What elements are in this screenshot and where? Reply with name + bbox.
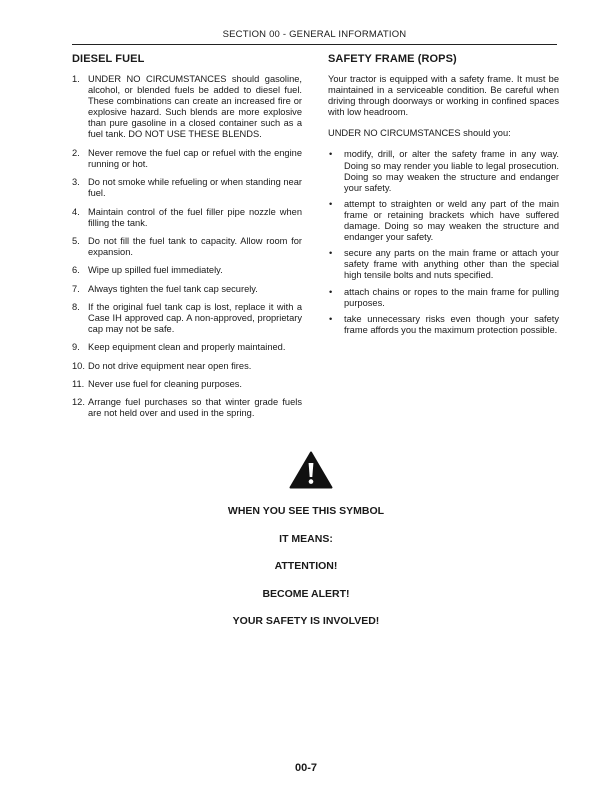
alert-line: IT MEANS: (279, 532, 333, 545)
item-text: Arrange fuel purchases so that winter grade fuels are not held over and used in the spring. (88, 397, 302, 419)
safety-frame-item (328, 149, 559, 193)
safety-frame-lead-in: UNDER NO CIRCUMSTANCES should you: (328, 128, 511, 139)
bullet-icon: • (329, 313, 333, 324)
item-number: 9. (72, 342, 80, 353)
safety-frame-section (328, 53, 559, 341)
item-text: Do not smoke while refueling or when standing near fuel. (88, 177, 302, 199)
alert-line: BECOME ALERT! (262, 587, 350, 600)
item-text: UNDER NO CIRCUMSTANCES should gasoline, alcohol, or blended fuels be added to diesel fuel. These combinations can create an increased fire or explosive hazard. Such blends are more explosive than pure gasoline in a closed container such as a fuel tank. DO NOT USE THESE BLENDS. (88, 74, 302, 140)
page-number: 00-7 (294, 762, 318, 774)
diesel-fuel-item (62, 177, 302, 199)
item-number: 8. (72, 301, 80, 312)
item-number: 5. (72, 235, 80, 246)
item-text: Do not drive equipment near open fires. (88, 360, 252, 371)
item-text: secure any parts on the main frame or attach your safety frame with anything other than the special high tensile bolts and nuts specified. (344, 248, 559, 281)
diesel-fuel-item (62, 148, 302, 170)
item-number: 10. (72, 360, 85, 371)
item-number: 3. (72, 177, 80, 188)
warning-triangle-icon (289, 451, 333, 489)
bullet-icon: • (329, 149, 333, 160)
safety-frame-heading: SAFETY FRAME (ROPS) (328, 53, 457, 65)
bullet-icon: • (329, 248, 333, 259)
diesel-fuel-item (62, 284, 302, 295)
bullet-icon: • (329, 198, 333, 209)
diesel-fuel-item (62, 379, 302, 390)
item-text: Keep equipment clean and properly maintained. (88, 342, 286, 353)
safety-frame-item (328, 199, 559, 243)
diesel-fuel-section (62, 53, 302, 427)
diesel-fuel-item (62, 236, 302, 258)
item-text: Wipe up spilled fuel immediately. (88, 265, 223, 276)
diesel-fuel-item (62, 74, 302, 141)
diesel-fuel-item (62, 207, 302, 229)
diesel-fuel-item (62, 361, 302, 372)
diesel-fuel-list (62, 74, 302, 419)
item-number: 12. (72, 397, 85, 408)
item-text: Never use fuel for cleaning purposes. (88, 378, 243, 389)
item-number: 2. (72, 147, 80, 158)
safety-frame-list (328, 149, 559, 335)
safety-frame-item (328, 248, 559, 281)
item-text: Maintain control of the fuel filler pipe nozzle when filling the tank. (88, 206, 302, 228)
alert-line: YOUR SAFETY IS INVOLVED! (232, 615, 380, 627)
item-text: Do not fill the fuel tank to capacity. Allow room for expansion. (88, 235, 302, 257)
item-number: 11. (72, 378, 85, 389)
item-number: 4. (72, 206, 80, 217)
item-text: take unnecessary risks even though your safety frame affords you the maximum protection possible. (344, 313, 559, 335)
alert-line: WHEN YOU SEE THIS SYMBOL (227, 505, 385, 517)
header-rule (72, 44, 557, 45)
diesel-fuel-item (62, 265, 302, 276)
alert-line: ATTENTION! (274, 560, 338, 572)
safety-frame-intro: Your tractor is equipped with a safety frame. It must be maintained in a serviceable condition. Be careful when driving through doorways or working in confined spaces with low headroom. (328, 74, 559, 118)
diesel-fuel-item (62, 397, 302, 419)
item-text: attempt to straighten or weld any part of the main frame or retaining brackets which have suffered damage. Doing so may weaken the structure and endanger your safety. (344, 198, 559, 243)
item-text: attach chains or ropes to the main frame for pulling purposes. (344, 286, 559, 308)
item-text: Never remove the fuel cap or refuel with the engine running or hot. (88, 147, 302, 169)
item-text: Always tighten the fuel tank cap securely. (88, 283, 258, 294)
item-number: 1. (72, 74, 80, 84)
item-number: 6. (72, 265, 80, 276)
safety-frame-item (328, 287, 559, 309)
safety-alert-message (0, 505, 612, 643)
section-header: SECTION 00 - GENERAL INFORMATION (222, 29, 407, 40)
bullet-icon: • (329, 286, 333, 297)
safety-frame-item (328, 314, 559, 336)
item-text: modify, drill, or alter the safety frame in any way. Doing so may render you liable to legal prosecution. Doing so may weaken the structure and endanger your safety. (344, 149, 559, 193)
item-number: 7. (72, 283, 80, 294)
item-text: If the original fuel tank cap is lost, replace it with a Case IH approved cap. A non-approved, proprietary cap may not be safe. (88, 301, 302, 334)
diesel-fuel-item (62, 302, 302, 335)
diesel-fuel-heading: DIESEL FUEL (72, 53, 145, 65)
diesel-fuel-item (62, 342, 302, 353)
